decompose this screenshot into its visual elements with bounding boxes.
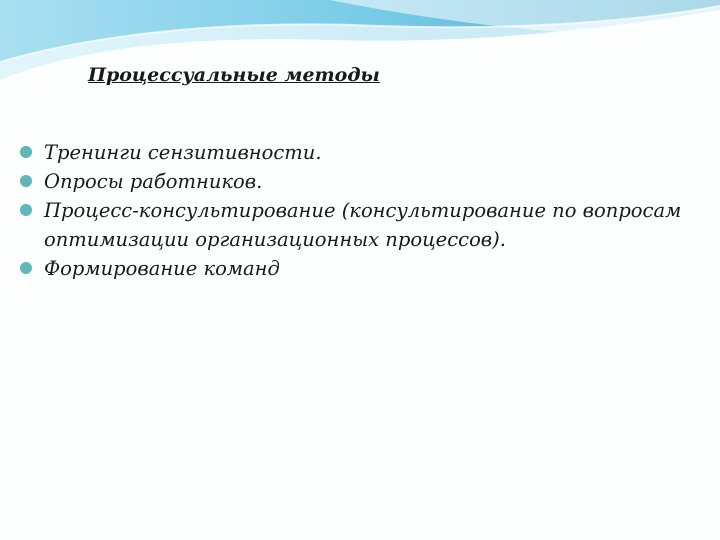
bullet-dot-icon [20, 146, 32, 158]
bullet-text: Тренинги сензитивности. [44, 141, 322, 164]
bullet-dot-icon [20, 262, 32, 274]
bullet-dot-icon [20, 175, 32, 187]
bullet-item [18, 167, 698, 196]
bullet-item [18, 254, 698, 283]
bullet-item [18, 138, 698, 167]
bullet-item [18, 196, 698, 254]
bullet-text: Процесс-консультирование (консультирование по вопросам оптимизации организационных процессов). [44, 199, 682, 251]
slide-title: Процессуальные методы [88, 64, 380, 86]
bullet-dot-icon [20, 204, 32, 216]
bullet-list [18, 138, 698, 283]
bullet-text: Опросы работников. [44, 170, 263, 193]
bullet-text: Формирование команд [44, 257, 280, 280]
